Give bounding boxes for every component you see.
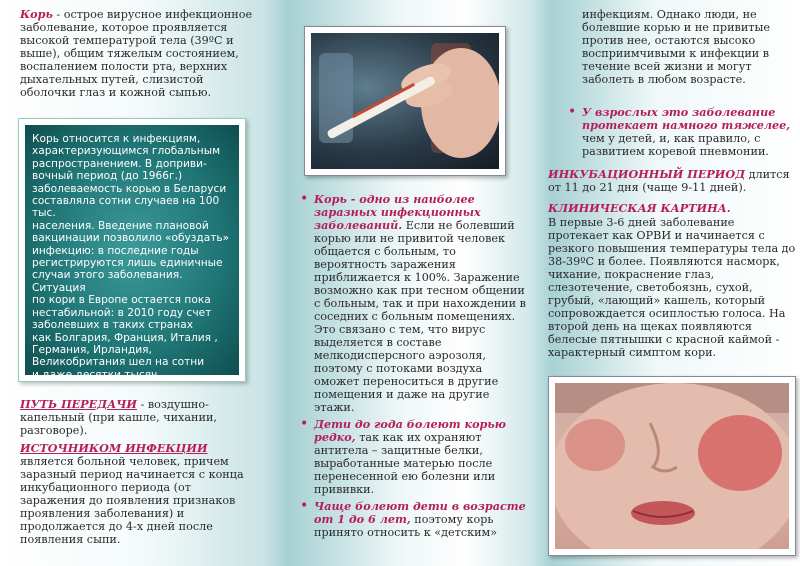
continued-paragraph (582, 8, 794, 86)
incubation-paragraph (548, 168, 794, 194)
info-panel-text (25, 125, 239, 381)
panel-line: случаи этого заболевания. Ситуация (32, 269, 183, 294)
continued-text: инфекциям. Однако люди, не болевшие корью и не привитые против нее, остаются высоко восприимчивыми к инфекции в течение всей жизни и могут заболеть в любом возрасте. (582, 8, 770, 86)
panel-line: Германия, Ирландия, (32, 343, 152, 356)
panel-line: и даже десятки тысяч. (32, 368, 161, 381)
incubation-text: длится от 11 до 21 дня (чаще 9-11 дней). (548, 168, 790, 194)
list-item (296, 500, 528, 539)
bullet-text: Если не болевший корью или не привитой человек общается с больным, то вероятность заражения приближается к 100%. Заражение возможно как при тесном общении с больным, так и при нахождении в соседних с больным помещениях. Это связано с тем, что вирус выделяется в составе мелкодисперсного аэрозоля, поэтому с потоками воздуха оможет переноситься в другие помещения и даже на другие этажи. (314, 219, 526, 414)
transmission-term: ПУТЬ ПЕРЕДАЧИ (20, 397, 137, 411)
bullet-emphasis: Корь - одно из наиболее заразных инфекционных заболеваний. (314, 192, 481, 232)
adult-bullet (564, 106, 800, 158)
panel-line: по кори в Европе остается пока (32, 294, 211, 307)
bullet-text: поэтому корь принято относить к «детским» (314, 513, 498, 539)
clinic-text: В первые 3-6 дней заболевание протекает как ОРВИ и начинается с резкого повышения температуры тела до 38-39ºС и более. Появляются насморк, чихание, покраснение глаз, слезотечение, светобоязнь, сухой, грубый, «лающий» кашель, который сопровождается осиплостью голоса. На второй день на щеках появляются белесые пятнышки с красной каймой - характерный симптом кори. (548, 216, 796, 359)
adult-emphasis: У взрослых это заболевание протекает намного тяжелее, (582, 105, 791, 132)
source-term: ИСТОЧНИКОМ ИНФЕКЦИИ (20, 441, 208, 455)
list-item (296, 193, 528, 414)
thermometer-icon (311, 33, 499, 169)
source-text: является больной человек, причем заразный период начинается с конца инкубационного периода (от заражения до появления признаков проявления заболевания) и продолжается до 4-х дней после появления сыпи. (20, 455, 244, 546)
child-rash-photo (548, 376, 796, 556)
panel-line: Великобритания шел на сотни (32, 356, 205, 369)
panel-line: вочный период (до 1966г.) (32, 170, 183, 183)
panel-line: Корь относится к инфекциям, (32, 133, 201, 145)
column-left (0, 0, 268, 566)
bullet-list (296, 193, 528, 539)
list-item (296, 418, 528, 496)
panel-line: распространением. В доприви- (32, 157, 207, 170)
info-panel (18, 118, 246, 382)
panel-line: характеризующимся глобальным (32, 145, 221, 158)
intro-paragraph (20, 8, 256, 99)
panel-line: заболеваемость корью в Беларуси (32, 182, 227, 195)
panel-line: нестабильной: в 2010 году счет (32, 306, 212, 319)
intro-term: Корь (20, 7, 53, 21)
bullet-text: так как их охраняют антитела – защитные белки, выработанные матерью после перенесенной ею болезни или прививки. (314, 431, 496, 496)
column-right (530, 0, 800, 566)
bullet-emphasis: Чаще болеют дети в возрасте от 1 до 6 лет, (314, 499, 526, 526)
bullet-emphasis: Дети до года болеют корью редко, (314, 417, 506, 444)
column-middle (268, 0, 530, 566)
intro-text: - острое вирусное инфекционное заболевание, которое проявляется высокой температурой тела (39ºС и выше), общим тяжелым состоянием, воспалением полости рта, верхних дыхательных путей, слизистой оболочки глаз и кожной сыпью. (20, 8, 253, 99)
clinic-paragraph (548, 216, 796, 359)
thermometer-photo (304, 26, 506, 176)
adult-text: чем у детей, и, как правило, с развитием коревой пневмонии. (582, 132, 769, 158)
incubation-term: ИНКУБАЦИОННЫЙ ПЕРИОД (548, 167, 746, 181)
panel-line: инфекцию: в последние годы (32, 244, 199, 257)
transmission-text: - воздушно-капельный (при кашле, чихании, разговоре). (20, 398, 217, 437)
clinic-heading: КЛИНИЧЕСКАЯ КАРТИНА. (548, 201, 731, 215)
source-paragraph (20, 442, 256, 546)
panel-line: регистрируются лишь единичные (32, 257, 223, 270)
panel-line: вакцинации позволило «обуздать» (32, 232, 230, 245)
panel-line: населения. Введение плановой (32, 219, 209, 232)
panel-line: как Болгария, Франция, Италия , (32, 331, 218, 344)
panel-line: заболевших в таких странах (32, 319, 193, 332)
panel-line: составляла сотни случаев на 100 тыс. (32, 195, 220, 220)
transmission-paragraph (20, 398, 248, 437)
child-face-icon (555, 383, 789, 549)
